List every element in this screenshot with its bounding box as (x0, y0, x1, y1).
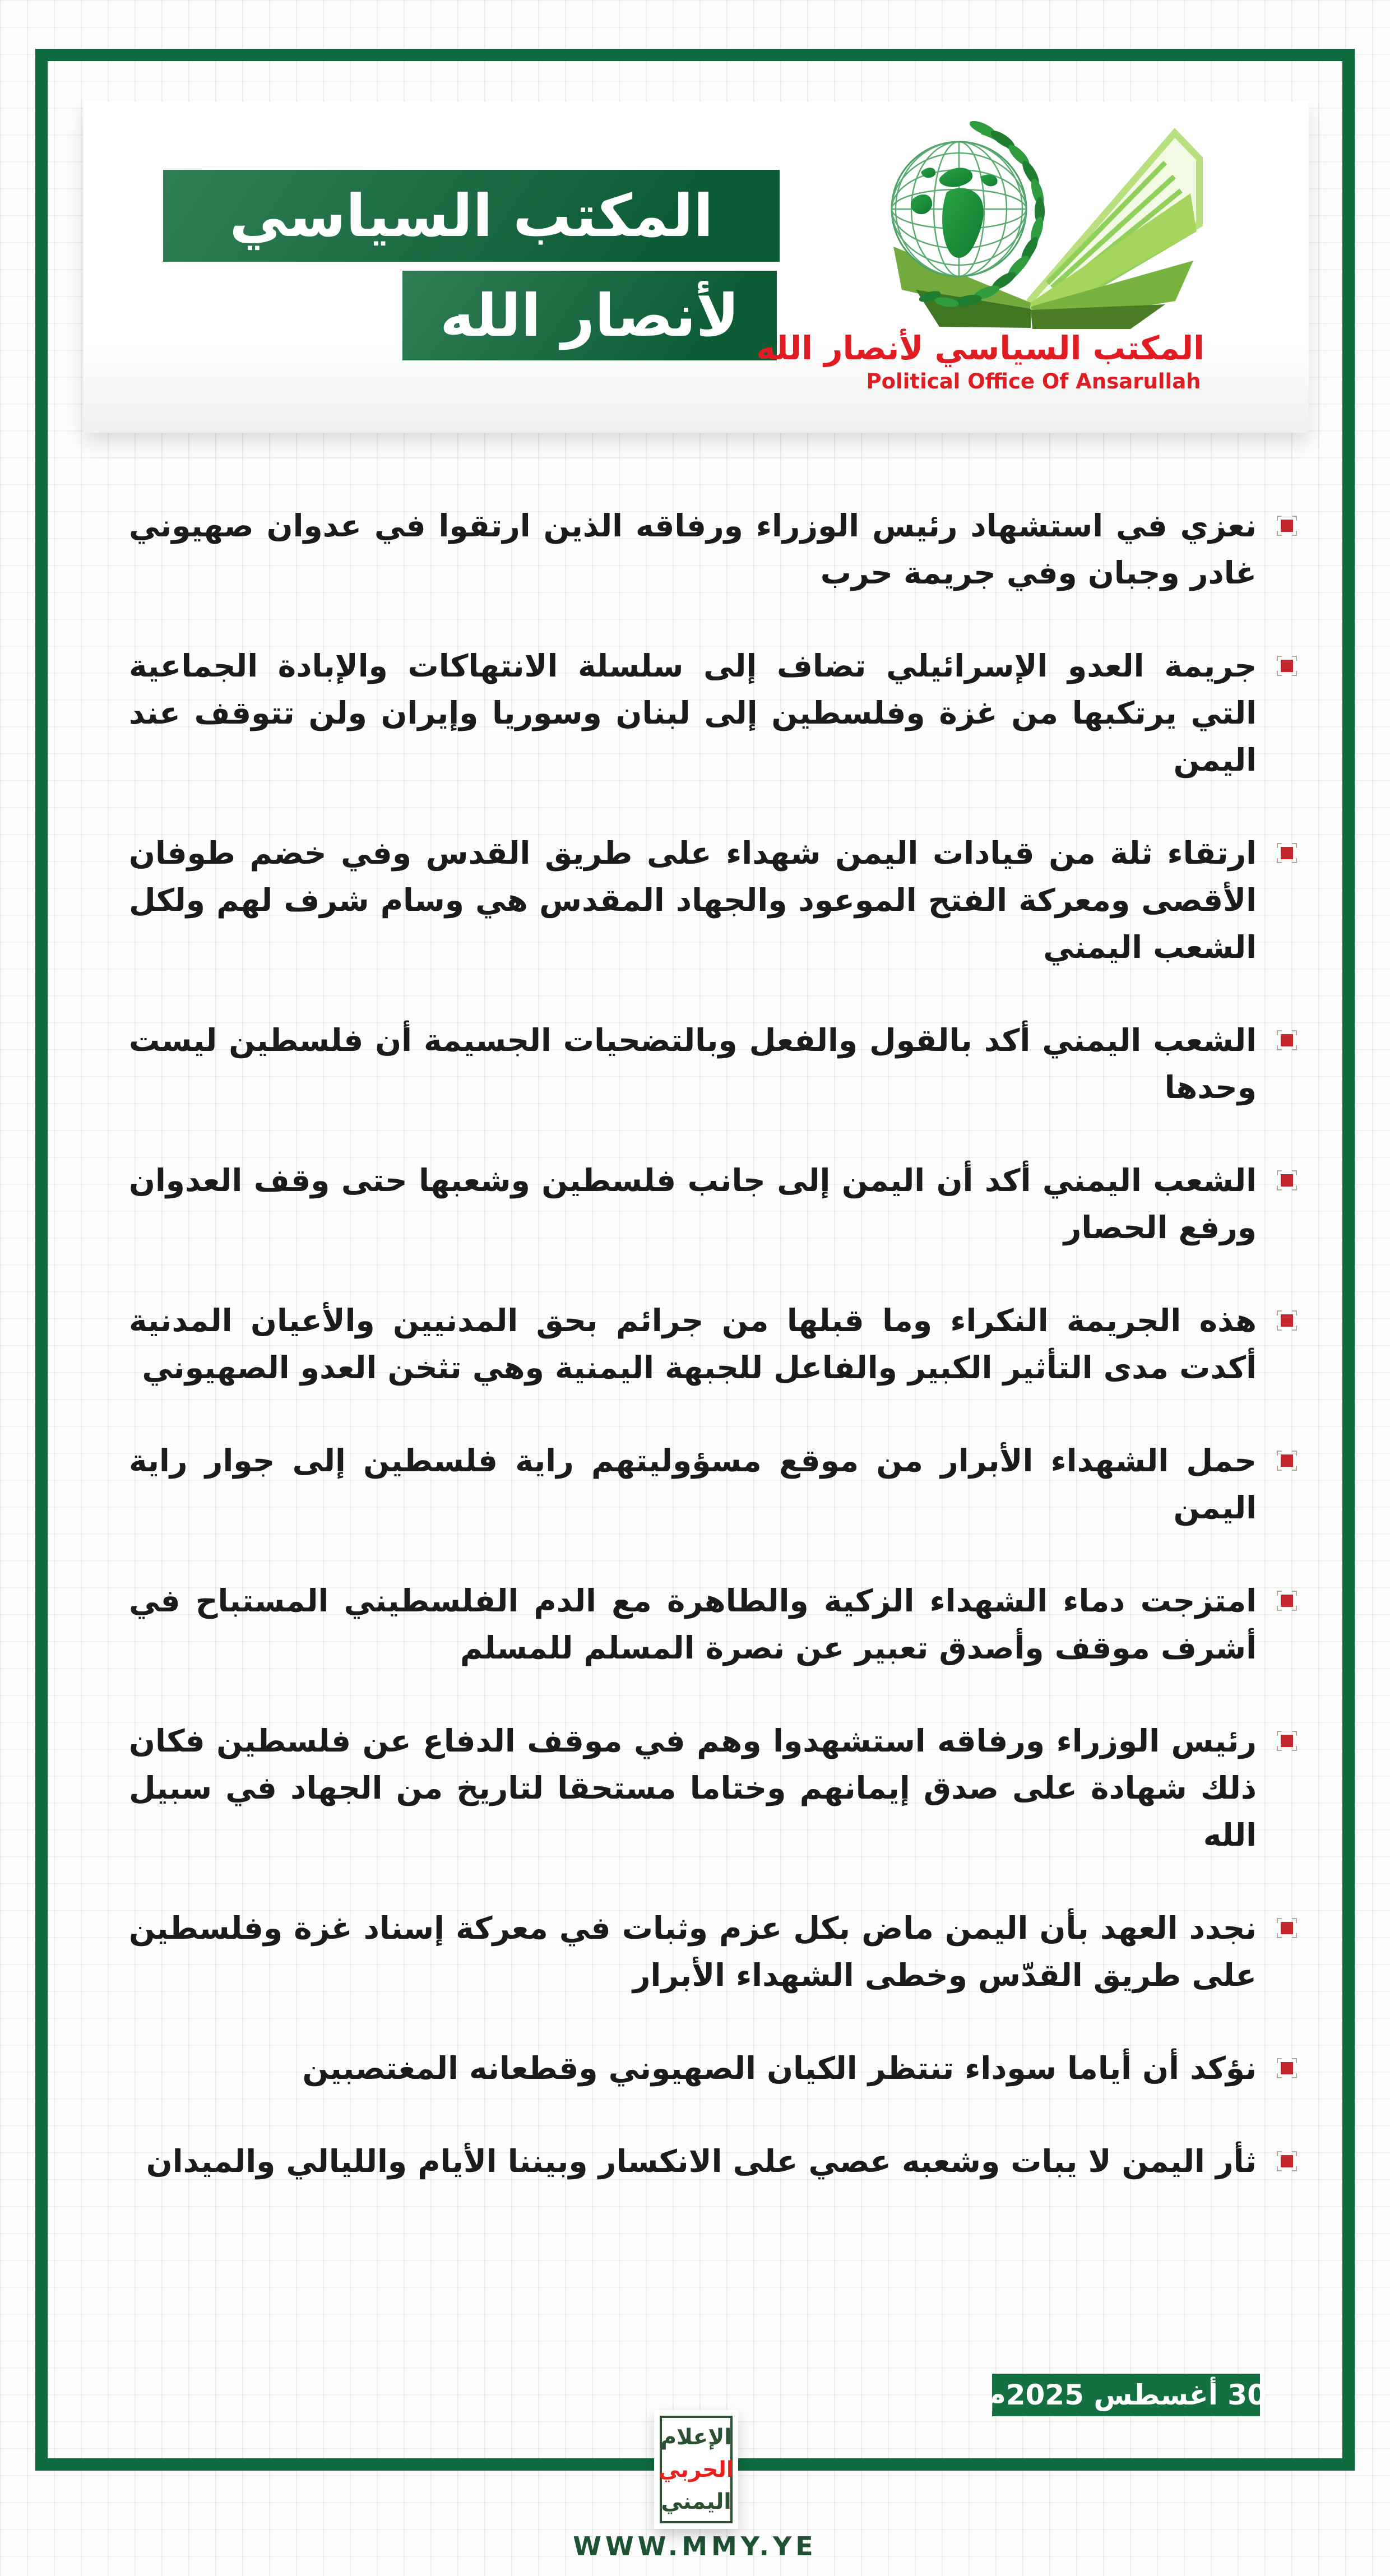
red-square-bullet-icon (1276, 1029, 1298, 1051)
website-url: WWW.MMY.YE (573, 2531, 817, 2561)
statement-bullet-text: هذه الجريمة النكراء وما قبلها من جرائم بحق المدنيين والأعيان المدنية أكدت مدى التأثير الكبير والفاعل للجبهة اليمنية وهي تثخن العدو الصهيوني (129, 1303, 1257, 1386)
title-banner-secondary (402, 271, 777, 360)
statement-bullet (129, 1157, 1257, 1251)
ansarullah-logo-graphic (863, 109, 1204, 329)
red-square-bullet-icon (1276, 1917, 1298, 1939)
red-square-bullet-icon (1276, 1309, 1298, 1332)
statement-bullet-text: حمل الشهداء الأبرار من موقع مسؤوليتهم راية فلسطين إلى جوار راية اليمن (129, 1443, 1257, 1526)
title-banner-primary-label: المكتب السياسي (229, 182, 713, 250)
red-square-bullet-icon (1276, 655, 1298, 677)
logo-english-title: Political Office Of Ansarullah (866, 369, 1201, 393)
red-square-bullet-icon (1276, 842, 1298, 864)
war-media-stamp (654, 2410, 738, 2529)
statement-bullet (129, 1437, 1257, 1531)
statement-bullet-text: ثأر اليمن لا يبات وشعبه عصي على الانكسار وبيننا الأيام والليالي والميدان (146, 2143, 1257, 2179)
red-square-bullet-icon (1276, 515, 1298, 537)
red-square-bullet-icon (1276, 2057, 1298, 2079)
statement-bullet (129, 2045, 1257, 2092)
statement-bullet-text: نعزي في استشهاد رئيس الوزراء ورفاقه الذين ارتقوا في عدوان صهيوني غادر وجبان وفي جريمة حرب (129, 508, 1257, 591)
statement-bullet (129, 1577, 1257, 1671)
statement-bullet-text: نجدد العهد بأن اليمن ماض بكل عزم وثبات في معركة إسناد غزة وفلسطين على طريق القدّس وخطى الشهداء الأبرار (129, 1910, 1257, 1993)
statement-bullet (129, 1297, 1257, 1391)
date-badge (985, 2374, 1267, 2416)
statement-bullet-text: الشعب اليمني أكد أن اليمن إلى جانب فلسطين وشعبها حتى وقف العدوان ورفع الحصار (129, 1162, 1257, 1245)
header-card (84, 101, 1309, 433)
statement-bullet-text: ارتقاء ثلة من قيادات اليمن شهداء على طريق القدس وفي خضم طوفان الأقصى ومعركة الفتح الموعود والجهاد المقدس هي وسام شرف لهم ولكل الشعب اليمني (129, 835, 1257, 965)
statement-bullet (129, 2138, 1257, 2185)
stamp-line-1: الإعلام (660, 2425, 732, 2450)
logo-arabic-title: المكتب السياسي لأنصار الله (756, 329, 1204, 367)
red-square-bullet-icon (1276, 1730, 1298, 1752)
red-square-bullet-icon (1276, 2150, 1298, 2172)
statement-bullet (129, 1717, 1257, 1859)
red-square-bullet-icon (1276, 1449, 1298, 1472)
statement-bullet-text: الشعب اليمني أكد بالقول والفعل وبالتضحيات الجسيمة أن فلسطين ليست وحدها (129, 1022, 1257, 1105)
statement-bullet (129, 502, 1257, 596)
statement-bullet-text: نؤكد أن أياما سوداء تنتظر الكيان الصهيوني وقطعانه المغتصبين (302, 2050, 1257, 2086)
globe-icon (892, 142, 1026, 276)
title-banner-primary (163, 170, 780, 262)
statement-bullet-text: امتزجت دماء الشهداء الزكية والطاهرة مع الدم الفلسطيني المستباح في أشرف موقف وأصدق تعبير عن نصرة المسلم للمسلم (129, 1583, 1257, 1666)
date-badge-label: 30 أغسطس 2025م (985, 2379, 1267, 2411)
ansarullah-logo (756, 109, 1204, 426)
statement-bullet-list (129, 502, 1257, 2185)
statement-bullet (129, 830, 1257, 971)
statement-bullet (129, 642, 1257, 784)
red-square-bullet-icon (1276, 1590, 1298, 1612)
statement-bullet (129, 1017, 1257, 1111)
war-media-stamp-border (660, 2416, 733, 2523)
statement-bullet-text: رئيس الوزراء ورفاقه استشهدوا وهم في موقف الدفاع عن فلسطين فكان ذلك شهادة على صدق إيمانهم وختاما مستحقا لتاريخ من الجهاد في سبيل الله (129, 1723, 1257, 1853)
statement-bullet-text: جريمة العدو الإسرائيلي تضاف إلى سلسلة الانتهاكات والإبادة الجماعية التي يرتكبها من غزة وفلسطين إلى لبنان وسوريا وإيران ولن تتوقف عند اليمن (129, 648, 1257, 778)
stamp-line-2: الحربي (658, 2457, 734, 2482)
statement-bullet (129, 1905, 1257, 1999)
red-square-bullet-icon (1276, 1169, 1298, 1192)
stamp-line-3: اليمني (661, 2489, 731, 2514)
title-banner-secondary-label: لأنصار الله (439, 281, 740, 350)
